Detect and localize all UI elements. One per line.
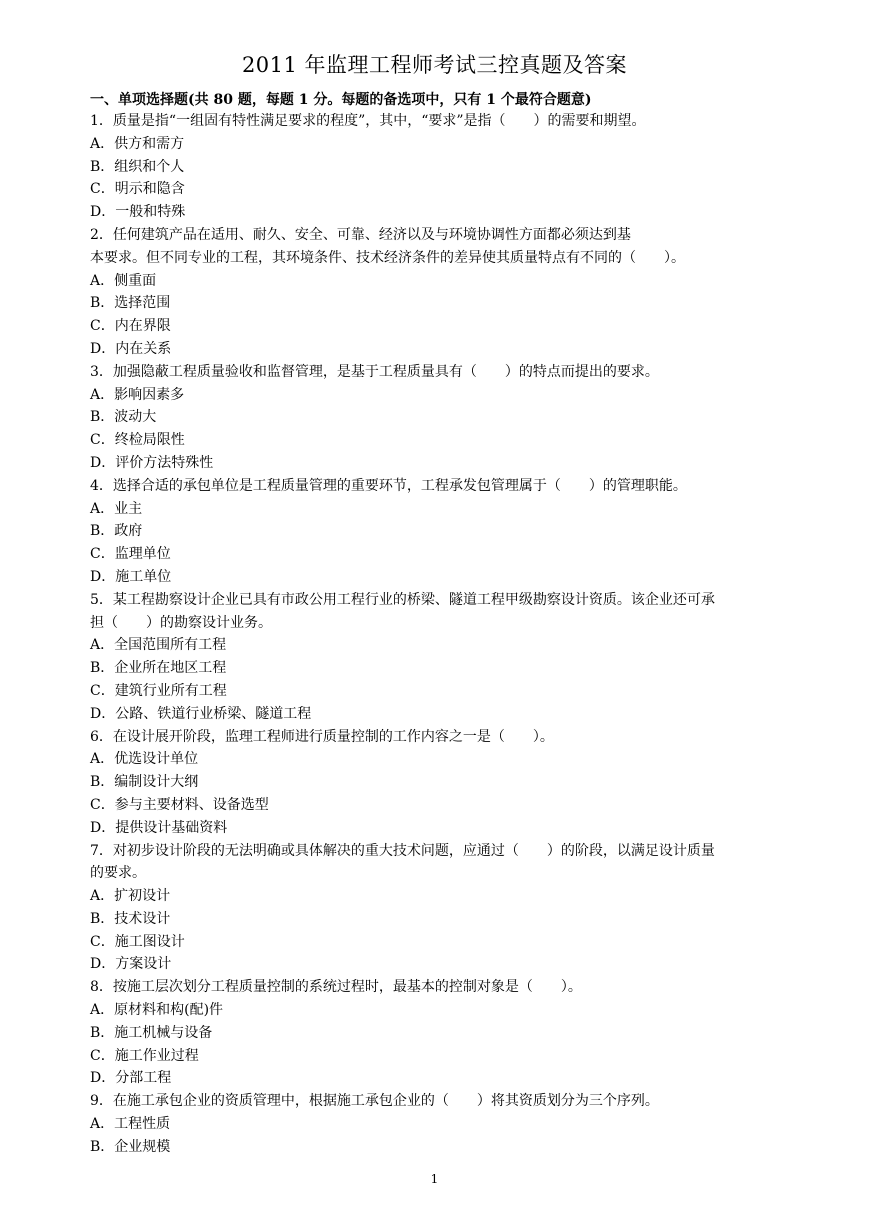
question-item — [90, 224, 790, 361]
question-stem: 1．质量是指“一组固有特性满足要求的程度”，其中，“要求”是指（ ）的需要和期望。 — [90, 113, 646, 129]
question-stem: 担（ ）的勘察设计业务。 — [90, 614, 272, 631]
answer-option: C．参与主要材料、设备选型 — [90, 796, 269, 813]
question-item — [90, 589, 790, 726]
answer-option: A．供方和需方 — [90, 135, 185, 152]
answer-option: A．影响因素多 — [90, 386, 185, 403]
answer-option: A．侧重面 — [90, 272, 157, 289]
answer-option: D．施工单位 — [90, 568, 172, 585]
answer-option: B．企业规模 — [90, 1138, 171, 1155]
answer-option: A．全国范围所有工程 — [90, 637, 227, 654]
question-list — [90, 110, 790, 1159]
question-stem: 3．加强隐蔽工程质量验收和监督管理，是基于工程质量具有（ ）的特点而提出的要求。 — [90, 363, 659, 380]
question-stem: 9．在施工承包企业的资质管理中，根据施工承包企业的（ ）将其资质划分为三个序列。 — [90, 1093, 659, 1110]
question-item — [90, 840, 790, 977]
question-item — [90, 976, 790, 1090]
question-stem: 8．按施工层次划分工程质量控制的系统过程时，最基本的控制对象是（ ）。 — [90, 979, 582, 996]
question-item — [90, 110, 790, 224]
page-number: 1 — [430, 1172, 439, 1186]
answer-option: C．内在界限 — [90, 318, 171, 335]
answer-option: A．业主 — [90, 500, 143, 517]
question-item — [90, 1090, 790, 1158]
answer-option: B．技术设计 — [90, 910, 171, 927]
answer-option: D．内在关系 — [90, 340, 172, 357]
question-stem: 5．某工程勘察设计企业已具有市政公用工程行业的桥梁、隧道工程甲级勘察设计资质。该企业还可承 — [90, 591, 715, 608]
answer-option: D．方案设计 — [90, 956, 172, 973]
answer-option: C．终检局限性 — [90, 432, 185, 449]
answer-option: D．提供设计基础资料 — [90, 819, 228, 836]
answer-option: C．施工作业过程 — [90, 1047, 199, 1064]
answer-option: C．施工图设计 — [90, 933, 185, 950]
question-item — [90, 475, 790, 589]
question-stem: 2．任何建筑产品在适用、耐久、安全、可靠、经济以及与环境协调性方面都必须达到基 — [90, 226, 631, 243]
answer-option: A．原材料和构(配)件 — [90, 1002, 224, 1019]
answer-option: D．分部工程 — [90, 1070, 172, 1087]
document-title: 2011 年监理工程师考试三控真题及答案 — [241, 53, 628, 77]
question-item — [90, 726, 790, 840]
answer-option: A．优选设计单位 — [90, 751, 199, 768]
answer-option: B．波动大 — [90, 409, 157, 426]
question-stem: 的要求。 — [90, 865, 146, 882]
question-stem: 本要求。但不同专业的工程，其环境条件、技术经济条件的差异使其质量特点有不同的（ ）。 — [90, 249, 685, 266]
question-stem: 6．在设计展开阶段，监理工程师进行质量控制的工作内容之一是（ ）。 — [90, 728, 554, 745]
answer-option: B．编制设计大纲 — [90, 774, 199, 791]
question-stem: 7．对初步设计阶段的无法明确或具体解决的重大技术问题，应通过（ ）的阶段，以满足设计质量 — [90, 842, 715, 859]
answer-option: C．监理单位 — [90, 546, 171, 563]
answer-option: B．选择范围 — [90, 295, 171, 312]
answer-option: C．明示和隐含 — [90, 181, 185, 198]
answer-option: D．公路、铁道行业桥梁、隧道工程 — [90, 705, 312, 722]
answer-option: D．一般和特殊 — [90, 204, 186, 221]
answer-option: D．评价方法特殊性 — [90, 454, 214, 471]
answer-option: A．扩初设计 — [90, 888, 171, 905]
answer-option: B．组织和个人 — [90, 158, 185, 175]
answer-option: B．政府 — [90, 523, 143, 540]
answer-option: A．工程性质 — [90, 1116, 171, 1133]
question-item — [90, 361, 790, 475]
answer-option: B．施工机械与设备 — [90, 1024, 213, 1041]
answer-option: B．企业所在地区工程 — [90, 660, 227, 677]
question-stem: 4．选择合适的承包单位是工程质量管理的重要环节，工程承发包管理属于（ ）的管理职能。 — [90, 477, 687, 494]
answer-option: C．建筑行业所有工程 — [90, 682, 227, 699]
section-heading: 一、单项选择题(共 80 题，每题 1 分。每题的备选项中，只有 1 个最符合题意) — [90, 92, 592, 108]
